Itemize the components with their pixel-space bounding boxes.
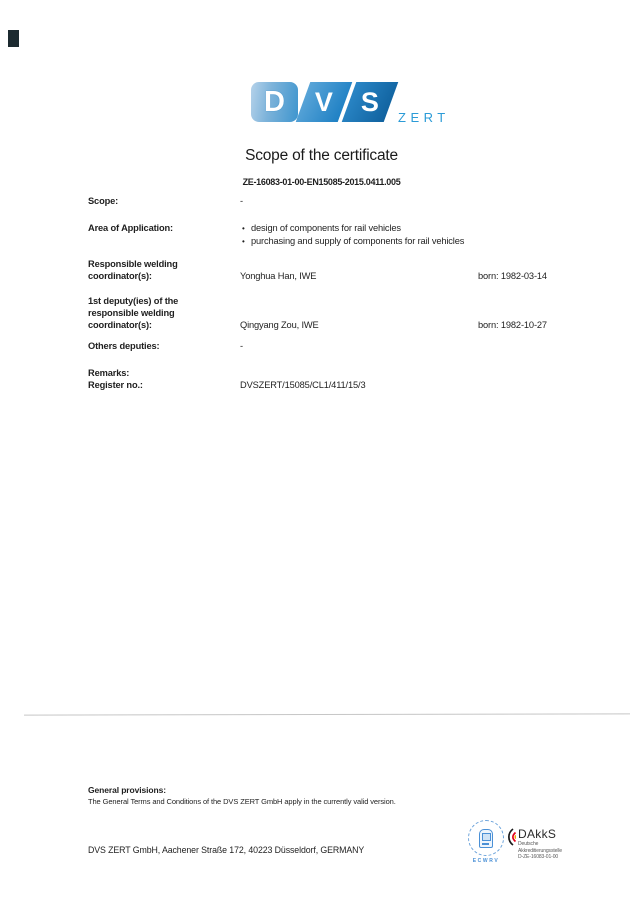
- field-row-register-no: [88, 379, 608, 391]
- dakks-flame-icon: [505, 828, 516, 851]
- dakks-wordmark: DAkkS: [518, 827, 557, 841]
- ecwrv-label: ECWRV: [472, 858, 500, 864]
- dakks-subline-2: Akkreditierungsstelle: [518, 847, 563, 854]
- dakks-subline-1: Deutsche: [518, 841, 539, 847]
- horizontal-divider: [24, 713, 630, 715]
- bullet-text: purchasing and supply of components for rail vehicles: [251, 236, 465, 246]
- general-provisions: [88, 785, 396, 806]
- field-value: -: [240, 196, 243, 206]
- field-row-area-of-application: [88, 222, 608, 248]
- field-label: Others deputies:: [88, 341, 160, 351]
- bullet-icon: •: [242, 224, 245, 233]
- field-label: Register no.:: [88, 380, 143, 390]
- bullet-text: design of components for rail vehicles: [251, 223, 401, 233]
- certificate-fields: [88, 195, 608, 391]
- ecwrv-logo: [463, 820, 509, 864]
- bullet-item: [240, 235, 478, 248]
- page-title: Scope of the certificate: [245, 147, 398, 164]
- deputy-birthdate: born: 1982-10-27: [478, 320, 547, 330]
- logo-zert-text: ZERT: [398, 110, 450, 125]
- field-row-first-deputy: [88, 295, 608, 331]
- logo-letter-d: D: [251, 82, 298, 122]
- dvs-zert-logo: [251, 82, 450, 126]
- field-label: Scope:: [88, 196, 119, 206]
- logo-letter-v: V: [296, 82, 353, 122]
- field-row-remarks: [88, 367, 608, 379]
- logo-letter-s: S: [342, 82, 399, 122]
- ecwrv-circle-icon: [468, 820, 504, 856]
- bullet-icon: •: [242, 237, 245, 246]
- field-label: 1st deputy(ies) of the responsible welding coordinator(s):: [88, 296, 179, 330]
- dakks-logo: [505, 827, 562, 861]
- coordinator-birthdate: born: 1982-03-14: [478, 271, 547, 281]
- general-provisions-text: The General Terms and Conditions of the DVS ZERT GmbH apply in the currently valid version.: [88, 797, 396, 806]
- company-address: DVS ZERT GmbH, Aachener Straße 172, 40223 Düsseldorf, GERMANY: [88, 845, 365, 855]
- general-provisions-heading: General provisions:: [88, 785, 166, 795]
- bullet-item: [240, 222, 478, 235]
- field-label: Responsible welding coordinator(s):: [88, 259, 178, 281]
- certificate-number: ZE-16083-01-00-EN15085-2015.0411.005: [242, 177, 401, 187]
- coordinator-name: Yonghua Han, IWE: [240, 271, 317, 281]
- field-label: Area of Application:: [88, 223, 173, 233]
- field-row-others-deputies: [88, 340, 608, 352]
- dakks-registration-number: D-ZE-16083-01-00: [518, 854, 559, 860]
- train-icon: [479, 829, 493, 848]
- field-row-responsible-coordinator: [88, 258, 608, 282]
- register-number: DVSZERT/15085/CL1/411/15/3: [240, 380, 366, 390]
- field-value: -: [240, 341, 243, 351]
- scan-artifact-mark: [8, 30, 19, 47]
- field-value: [240, 222, 478, 248]
- deputy-name: Qingyang Zou, IWE: [240, 320, 319, 330]
- field-row-scope: [88, 195, 608, 207]
- field-label: Remarks:: [88, 368, 130, 378]
